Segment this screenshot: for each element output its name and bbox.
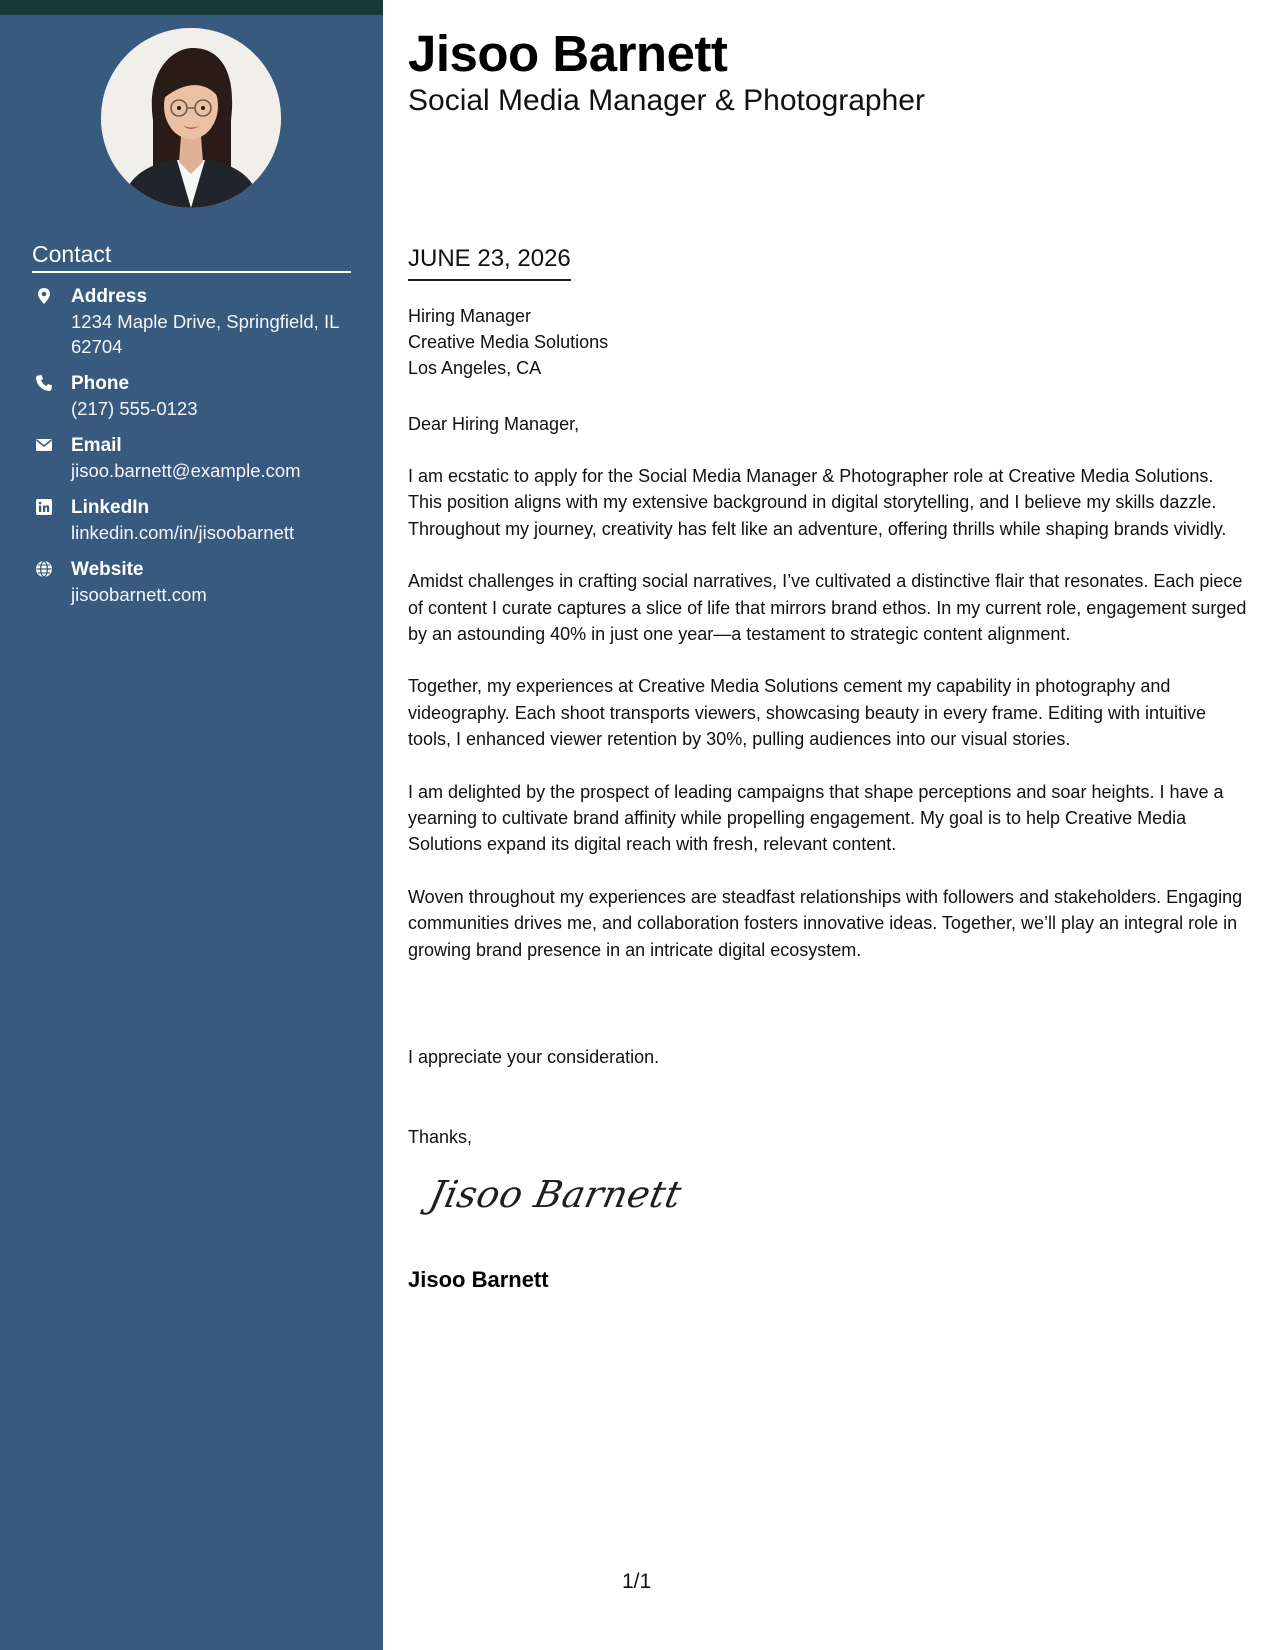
contact-website: [32, 557, 362, 607]
contact-value-website[interactable]: jisoobarnett.com: [71, 584, 207, 605]
recipient-line: Creative Media Solutions: [408, 332, 609, 352]
globe-icon: [35, 560, 53, 578]
letter-date: JUNE 23, 2026: [408, 244, 571, 281]
body-paragraph: I am delighted by the prospect of leading campaigns that shape perceptions and soar heights. I have a yearning to cultivate brand affinity while propelling engagement. My goal is to help Creative Media Solutions expand its digital reach with fresh, relevant content.: [408, 781, 1224, 855]
sidebar-top-bar: [0, 0, 383, 15]
letter-body: [408, 463, 1248, 989]
phone-icon: [35, 374, 53, 392]
contact-email: [32, 433, 362, 483]
contact-value-email[interactable]: jisoo.barnett@example.com: [71, 460, 301, 481]
contact-list: [32, 284, 362, 619]
contact-phone: [32, 371, 362, 421]
signature-name: Jisoo Barnett: [408, 1267, 549, 1292]
signoff: Thanks,: [408, 1127, 473, 1147]
body-paragraph: Amidst challenges in crafting social narratives, I’ve cultivated a distinctive flair that resonates. Each piece of content I curate captures a slice of life that mirrors brand ethos. In my current role, engagement surged by an astounding 40% in just one year—a testament to strategic content alignment.: [408, 571, 1247, 645]
recipient-block: [408, 303, 608, 381]
contact-heading: Contact: [32, 240, 351, 273]
map-pin-icon: [35, 287, 53, 305]
recipient-line: Los Angeles, CA: [408, 358, 542, 378]
contact-label-website: Website: [71, 559, 144, 580]
applicant-name: Jisoo Barnett: [408, 25, 728, 82]
profile-portrait-graphic: [101, 28, 281, 208]
contact-address: [32, 284, 362, 359]
body-paragraph: Together, my experiences at Creative Media Solutions cement my capability in photography and videography. Each shoot transports viewers, showcasing beauty in every frame. Editing with intuitive tools, I enhanced viewer retention by 30%, pulling audiences into our visual stories.: [408, 676, 1207, 750]
body-paragraph: Woven throughout my experiences are steadfast relationships with followers and stakeholders. Engaging communities drives me, and collaboration fosters innovative ideas. Together, we’ll play an integral role in growing brand presence in an intricate digital ecosystem.: [408, 886, 1243, 960]
contact-label-email: Email: [71, 435, 122, 456]
page-number: 1/1: [622, 1570, 652, 1593]
handwritten-signature: Jisoo Barnett: [425, 1173, 686, 1216]
contact-value-phone: (217) 555-0123: [71, 398, 198, 419]
contact-label-address: Address: [71, 286, 148, 307]
letter-main: [408, 0, 1253, 1650]
contact-linkedin: [32, 495, 362, 545]
contact-value-address: 1234 Maple Drive, Springfield, IL 62704: [71, 311, 339, 357]
contact-value-linkedin[interactable]: linkedin.com/in/jisoobarnett: [71, 522, 295, 543]
contact-label-phone: Phone: [71, 373, 130, 394]
body-paragraph: I am ecstatic to apply for the Social Media Manager & Photographer role at Creative Media Solutions. This position aligns with my extensive background in digital storytelling, and I believe my skills dazzle. Throughout my journey, creativity has felt like an adventure, offering thrills while shaping brands vividly.: [408, 466, 1227, 539]
salutation: Dear Hiring Manager,: [408, 414, 580, 434]
contact-label-linkedin: LinkedIn: [71, 497, 150, 518]
profile-photo: [101, 28, 281, 208]
recipient-line: Hiring Manager: [408, 306, 532, 326]
closing-line: I appreciate your consideration.: [408, 1047, 660, 1067]
envelope-icon: [35, 436, 53, 454]
applicant-title: Social Media Manager & Photographer: [408, 84, 925, 117]
linkedin-icon: [35, 498, 53, 516]
sidebar: [0, 0, 383, 1650]
